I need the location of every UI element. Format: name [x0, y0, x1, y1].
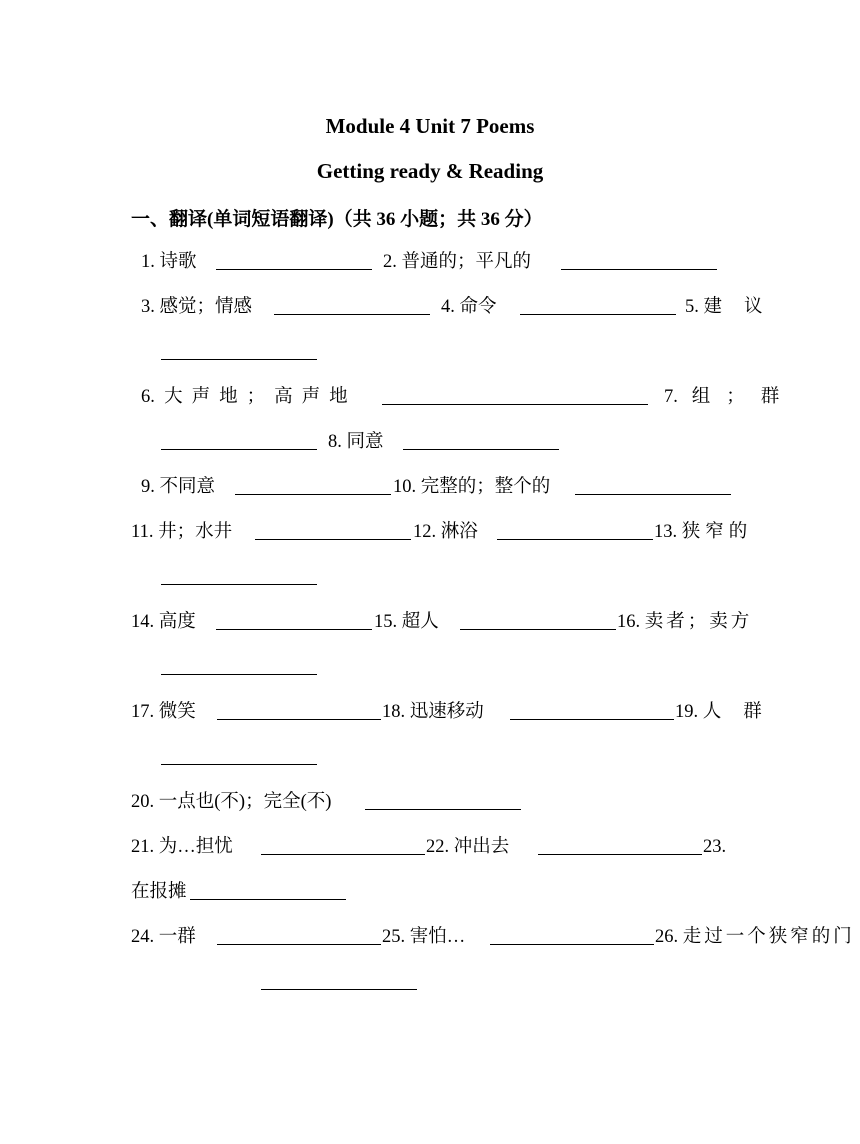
answer-blank-21[interactable]: [261, 854, 425, 855]
answer-blank-15[interactable]: [460, 629, 616, 630]
question-text: 微笑: [158, 702, 196, 722]
answer-blank-14[interactable]: [216, 629, 372, 630]
question-text: 超人: [401, 612, 439, 632]
question-text: 一群: [158, 927, 196, 947]
question-number: 3.: [141, 297, 155, 317]
answer-blank-9[interactable]: [235, 494, 391, 495]
answer-blank-5[interactable]: [161, 359, 317, 360]
question-number: 15.: [374, 612, 398, 632]
question-8: [328, 428, 384, 456]
answer-blank-25[interactable]: [490, 944, 654, 945]
question-23-text: 在报摊: [131, 882, 187, 902]
answer-blank-11[interactable]: [255, 539, 411, 540]
question-text: 高度: [158, 612, 196, 632]
question-text: 害怕…: [409, 927, 466, 947]
question-line: [131, 653, 731, 681]
question-number: 5.: [685, 297, 699, 317]
question-number: 12.: [413, 522, 437, 542]
answer-blank-22[interactable]: [538, 854, 702, 855]
question-text: 感觉；情感: [159, 297, 253, 317]
question-number: 8.: [328, 432, 342, 452]
question-number: 22.: [426, 837, 450, 857]
answer-blank-16[interactable]: [161, 674, 317, 675]
answer-blank-6[interactable]: [382, 404, 648, 405]
question-line: [131, 338, 731, 366]
question-10: [393, 473, 550, 501]
question-number: 19.: [675, 702, 699, 722]
question-12: [413, 518, 478, 546]
question-5: [685, 293, 785, 321]
answer-blank-4[interactable]: [520, 314, 676, 315]
question-text: 完整的；整个的: [420, 477, 551, 497]
question-text: 一点也(不)；完全(不): [158, 792, 332, 812]
question-line: [131, 878, 731, 906]
question-14: [131, 608, 196, 636]
question-number: 21.: [131, 837, 155, 857]
question-number: 20.: [131, 792, 155, 812]
question-text: 狭窄的: [681, 522, 753, 542]
answer-blank-13[interactable]: [161, 584, 317, 585]
question-number: 17.: [131, 702, 155, 722]
question-number: 4.: [441, 297, 455, 317]
answer-blank-12[interactable]: [497, 539, 653, 540]
question-text: 冲出去: [453, 837, 510, 857]
question-text: 建议: [703, 297, 785, 317]
answer-blank-17[interactable]: [217, 719, 381, 720]
answer-blank-3[interactable]: [274, 314, 430, 315]
question-text: 不同意: [159, 477, 216, 497]
question-number: 10.: [393, 477, 417, 497]
question-number: 24.: [131, 927, 155, 947]
answer-blank-1[interactable]: [216, 269, 372, 270]
question-25: [382, 923, 465, 951]
question-16: [617, 608, 752, 636]
question-line: [131, 698, 784, 726]
question-line: [131, 383, 796, 411]
question-19: [675, 698, 784, 726]
answer-blank-19[interactable]: [161, 764, 317, 765]
answer-blank-26[interactable]: [261, 989, 417, 990]
question-text: 走过一个狭窄的门: [682, 927, 855, 947]
question-text: 大声地；高声地: [164, 387, 357, 407]
question-text: 普通的；平凡的: [401, 252, 532, 272]
question-line: [131, 923, 855, 951]
question-text: 命令: [459, 297, 497, 317]
question-24: [131, 923, 196, 951]
question-number: 6.: [141, 387, 155, 407]
worksheet-title: Module 4 Unit 7 Poems: [325, 114, 535, 138]
question-number: 7.: [664, 387, 678, 407]
question-text: 井；水井: [158, 522, 233, 542]
question-line: [131, 248, 731, 276]
answer-blank-20[interactable]: [365, 809, 521, 810]
question-text: 迅速移动: [409, 702, 484, 722]
question-18: [382, 698, 484, 726]
question-line: [131, 428, 731, 456]
question-9: [141, 473, 215, 501]
question-11: [131, 518, 232, 546]
question-line: [131, 473, 731, 501]
question-line: [131, 608, 753, 636]
answer-blank-23[interactable]: [190, 899, 346, 900]
question-line: [131, 743, 731, 771]
question-line: [131, 563, 731, 591]
question-4: [441, 293, 497, 321]
question-1: [141, 248, 197, 276]
question-line: [131, 788, 731, 816]
question-line: [131, 293, 785, 321]
question-number: 25.: [382, 927, 406, 947]
question-text: 诗歌: [159, 252, 197, 272]
question-number: 1.: [141, 252, 155, 272]
question-number: 9.: [141, 477, 155, 497]
question-number: 16.: [617, 612, 641, 632]
question-21: [131, 833, 233, 861]
question-number: 2.: [383, 252, 397, 272]
answer-blank-24[interactable]: [217, 944, 381, 945]
question-text: 为…担忧: [158, 837, 233, 857]
question-line: [131, 833, 731, 861]
question-text: 淋浴: [440, 522, 478, 542]
question-number: 14.: [131, 612, 155, 632]
worksheet-subtitle: Getting ready & Reading: [316, 159, 544, 183]
question-7: [664, 383, 795, 411]
answer-blank-18[interactable]: [510, 719, 674, 720]
question-17: [131, 698, 196, 726]
question-number: 26.: [655, 927, 679, 947]
question-text: 同意: [346, 432, 384, 452]
question-26: [655, 923, 855, 951]
question-6: [141, 383, 357, 411]
answer-blank-2[interactable]: [561, 269, 717, 270]
answer-blank-10[interactable]: [575, 494, 731, 495]
question-number: 11.: [131, 522, 154, 542]
question-number: 18.: [382, 702, 406, 722]
question-2: [383, 248, 531, 276]
answer-blank-8[interactable]: [403, 449, 559, 450]
question-line: [131, 518, 753, 546]
answer-blank-7[interactable]: [161, 449, 317, 450]
question-text: 组；群: [691, 387, 796, 407]
question-22: [426, 833, 509, 861]
question-line: [131, 968, 731, 996]
question-number: 13.: [654, 522, 678, 542]
question-text: 人群: [702, 702, 784, 722]
section-heading: 一、翻译(单词短语翻译)（共 36 小题；共 36 分）: [131, 209, 543, 230]
question-15: [374, 608, 439, 636]
question-13: [654, 518, 752, 546]
question-3: [141, 293, 252, 321]
question-text: 卖者；卖方: [644, 612, 753, 632]
question-23-number: 23.: [703, 837, 727, 857]
question-20: [131, 788, 331, 816]
